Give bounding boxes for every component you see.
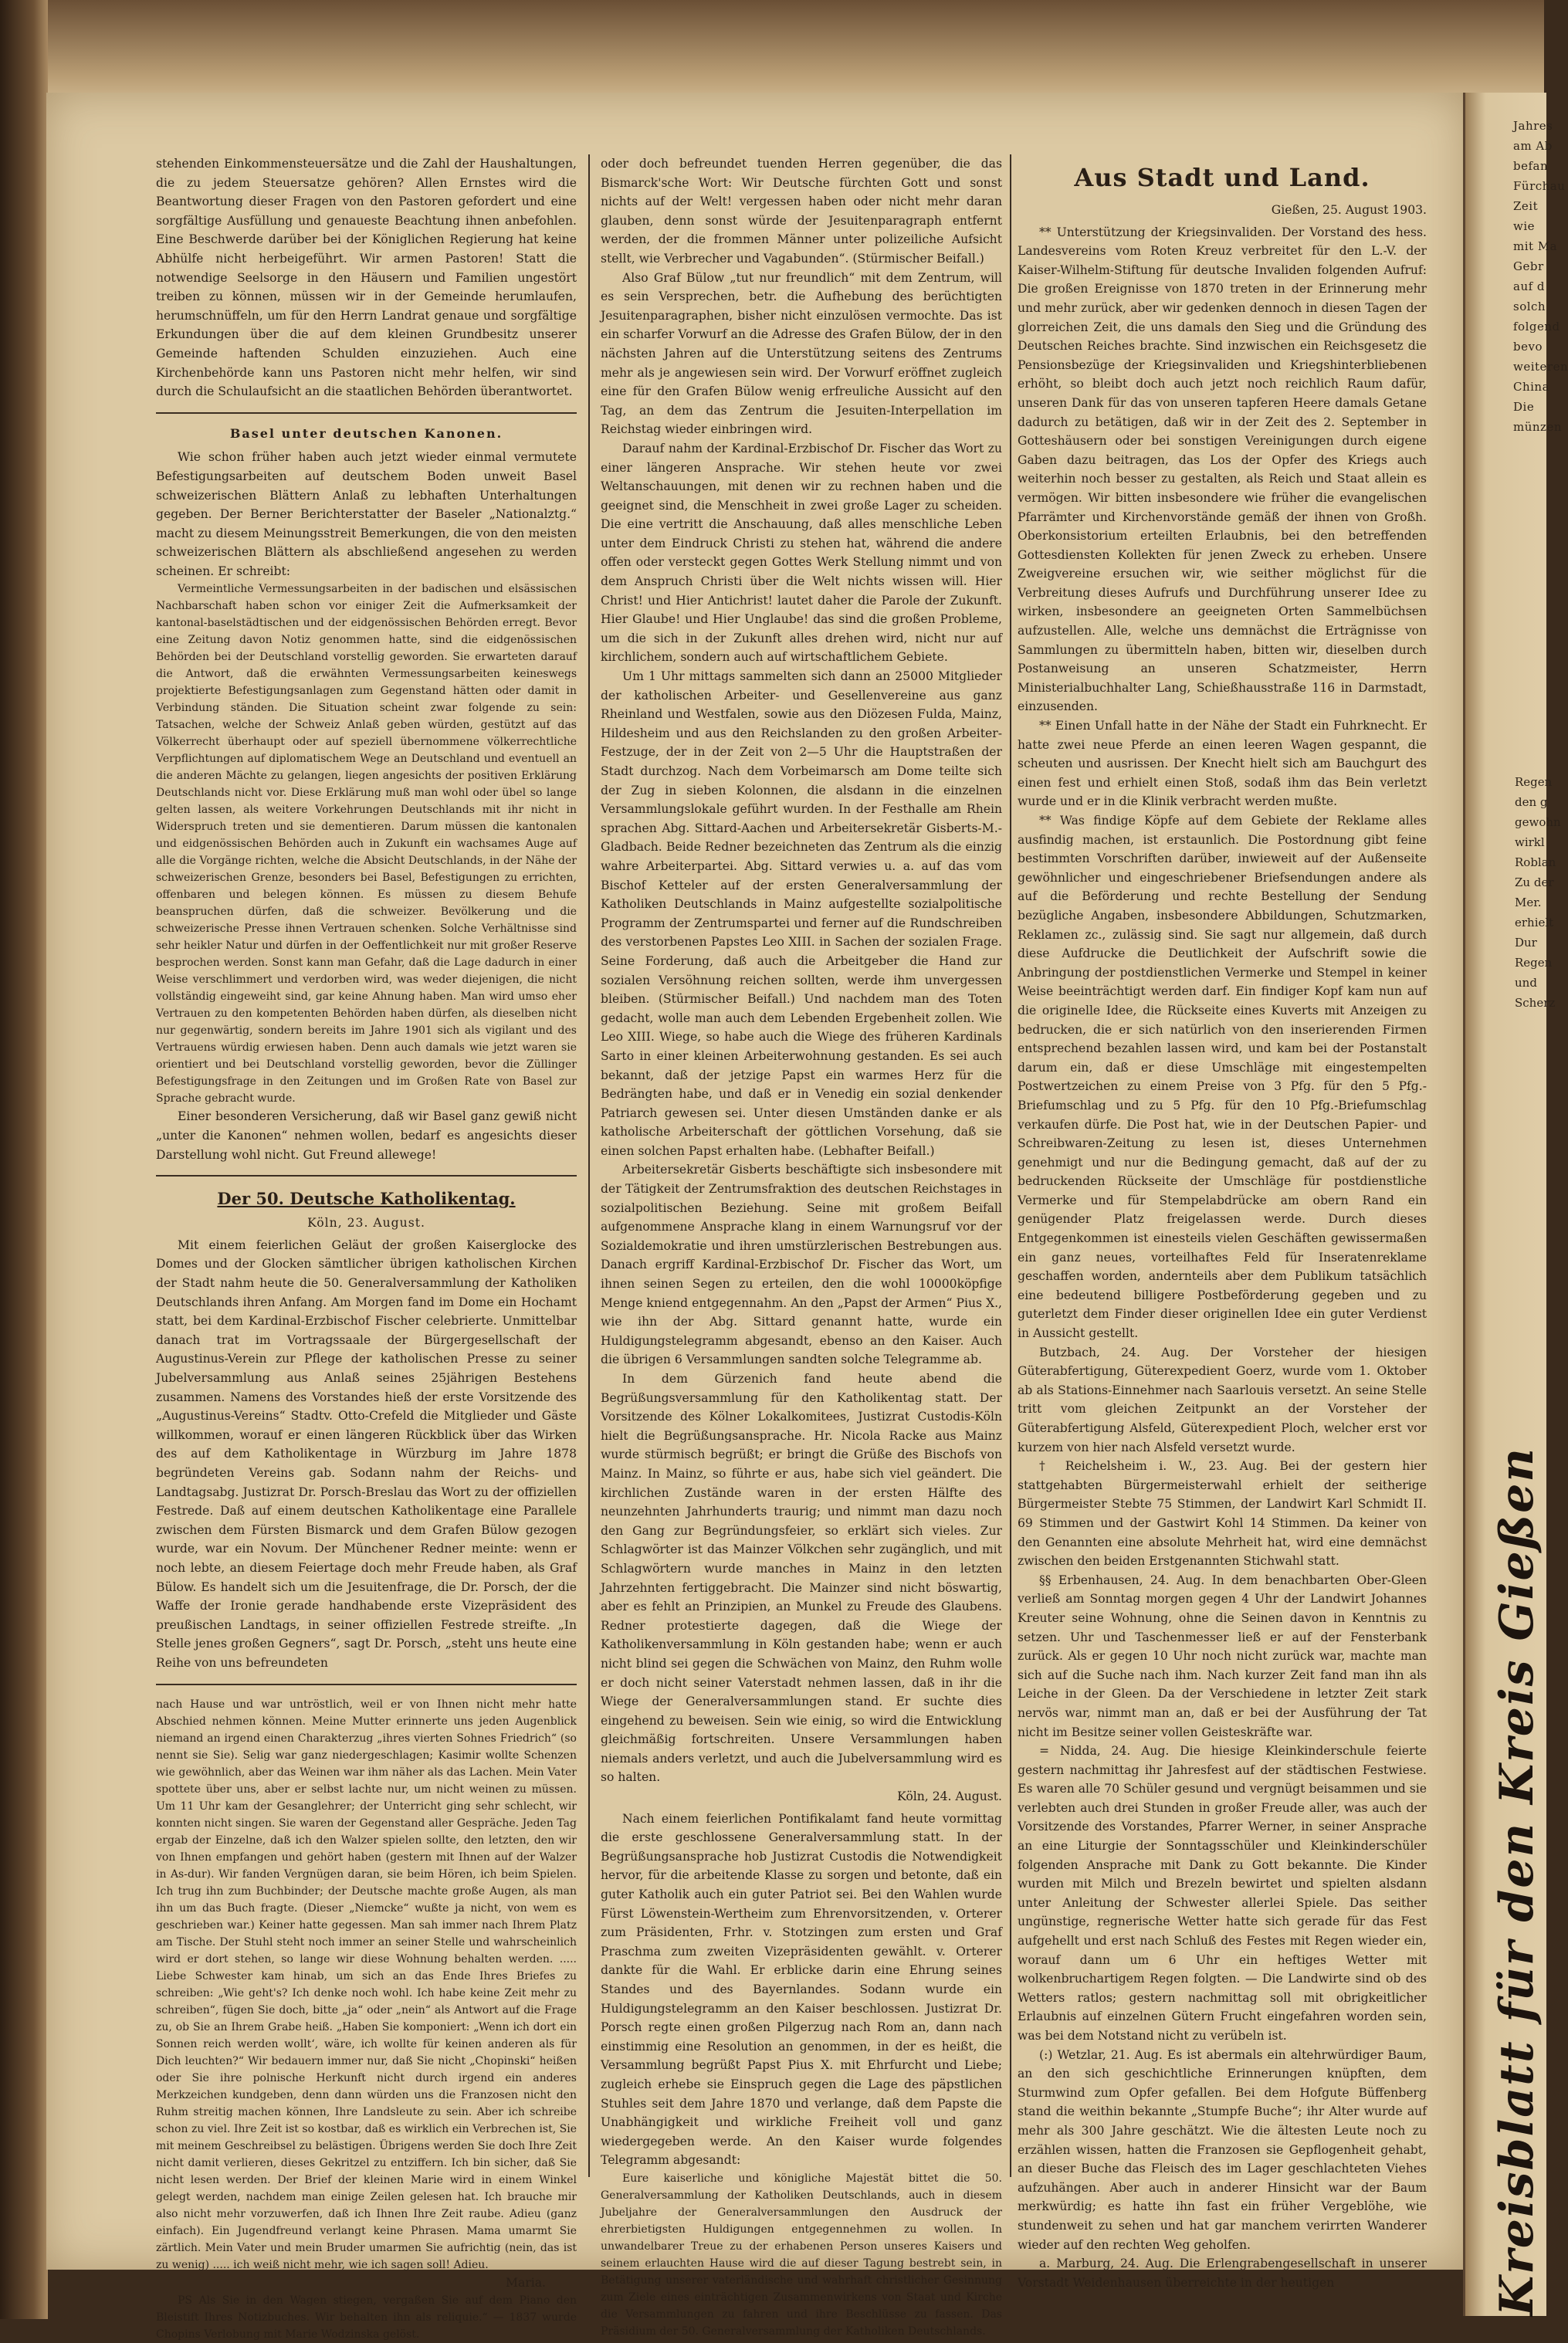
- katholikentag-paragraph: oder doch befreundet tuenden Herren gegenüber, die das Bismarck'sche Wort: Wir Deutsche fürchten Gott und sonst nichts auf der Welt! vergessen haben oder nicht mehr daran glauben, denn sonst würde der Jesuitenparagraph entfernt werden, der die frommen Männer unter polizeiliche Aufsicht stellt, wie Verbrecher und Vagabunden“. (Stürmischer Beifall.): [601, 157, 1002, 266]
- basel-heading: Basel unter deutschen Kanonen.: [229, 425, 503, 441]
- basel-paragraph: Einer besonderen Versicherung, daß wir Basel ganz gewiß nicht „unter die Kanonen“ nehmen wollen, bedarf es angesichts dieser Darstellung wohl nicht. Gut Freund allewege!: [156, 1109, 577, 1162]
- katholikentag-paragraph: In dem Gürzenich fand heute abend die Begrüßungsversammlung für den Katholikentag statt. Der Vorsitzende des Kölner Lokalkomitees, Justizrat Custodis-Köln hielt die Begrüßungsansprache. Hr. Nicola Racke aus Mainz wurde stürmisch begrüßt; er bringt die Grüße des Bischofs von Mainz. In Mainz, so führte er aus, habe sich viel geändert. Die kirchlichen Zustände waren in der ersten Hälfte des neunzehnten Jahrhunderts traurig; und nimmt man dazu noch den Gang zur Begründungsfeier, so erklärt sich vieles. Zur Schlagwörter ist das Mainzer Völkchen sehr zugänglich, und mit Schlagwörtern wurde manches in Mainz in den letzten Jahrzehnten fertiggebracht. Die Mainzer sind nicht böswartig, aber es fehlt an Prinzipien, an Munkel zu Freude des Glaubens. Redner protestierte dagegen, daß die Wiege der Katholikenversammlung in Köln gestanden habe; wenn er auch nicht blind sei gegen die Schwächen von Mainz, den Ruhm wolle er doch nicht seiner Vaterstadt nehmen lassen, daß in ihr die Wiege der Generalversammlungen stand. Er suchte dies eingehend zu beweisen. Sein wie einig, so wird die Entwicklung gleichmäßig fortschreiten. Unsere Versammlungen haben niemals anders verletzt, und auch die Jubelversammlung wird es so halten.: [601, 1372, 1002, 1785]
- katholikentag-paragraph: Nach einem feierlichen Pontifikalamt fand heute vormittag die erste geschlossene Generalversammlung statt. In der Begrüßungsansprache hob Justizrat Custodis die Notwendigkeit hervor, für die arbeitende Klasse zu sorgen und betonte, daß ein guter Katholik auch ein guter Patriot sei. Bei den Wahlen wurde Fürst Löwenstein-Wertheim zum Ehrenvorsitzenden, v. Orterer zum Präsidenten, Frhr. v. Stotzingen zum ersten und Graf Praschma zum zweiten Vizepräsidenten gewählt. v. Orterer dankte für die Wahl. Er erblicke darin eine Ehrung seines Standes und des Bayernlandes. Sodann wurde ein Huldigungstelegramm an den Kaiser beschlossen. Justizrat Dr. Porsch regte einen großen Pilgerzug nach Rom an, dann nach einstimmig eine Resolution an genommen, in der es heißt, die Versammlung begrüßt Papst Pius X. mit Ehrfurcht und Liebe; zugleich erhebe sie Einspruch gegen die Lage des päpstlichen Stuhles seit dem Jahre 1870 und verlange, daß dem Papste die Unabhängigkeit und wirkliche Freiheit voll und ganz wiedergegeben werde. An den Kaiser wurde folgendes Telegramm abgesandt:: [601, 1811, 1002, 2168]
- dateline: Köln, 24. August.: [897, 1789, 1002, 1804]
- local-news-item: ** Einen Unfall hatte in der Nähe der Stadt ein Fuhrknecht. Er hatte zwei neue Pferde an einen leeren Wagen gespannt, die scheuten und ausrissen. Der Knecht hielt sich am Bauchgurt des einen fest und erhielt einen Stoß, sodaß ihm das Bein verletzt wurde und er in die Klinik verbracht werden mußte.: [1018, 719, 1427, 809]
- column-2: [601, 154, 1002, 2338]
- local-news-item: (:) Wetzlar, 21. Aug. Es ist abermals ein altehrwürdiger Baum, an den sich geschichtliche Erinnerungen knüpften, dem Sturmwind zum Opfer gefallen. Bei dem Hofgute Büffenberg stand die weithin bekannte „Stumpfe Buche“; ihr Alter wurde auf mehr als 300 Jahre geschätzt. Wie die ältesten Leute noch zu erzählen wissen, hatten die Franzosen sie Gepflogenheit gehabt, an dieser Buche das Fleisch des im Lager geschlachteten Viehes aufzuhängen. Aber auch in anderer Hinsicht war der Baum merkwürdig; es hatte ihn fast ein früher Vergeblöhe, wie stundenweit zu sehen und hat gar manchem verirrten Wanderer wieder auf den rechten Weg geholfen.: [1018, 2047, 1427, 2252]
- local-news-item: † Reichelsheim i. W., 23. Aug. Bei der gestern hier stattgehabten Bürgermeisterwahl erhielt der seitherige Bürgermeister Stebte 75 Stimmen, der Landwirt Karl Schmidt II. 69 Stimmen und der Gastwirt Kohl 14 Stimmen. Da keiner von den Genannten eine absolute Mehrheit hat, wird eine demnächst zwischen den beiden Erstgenannten Stichwahl statt.: [1018, 1459, 1427, 1569]
- column-3: [1018, 154, 1427, 2290]
- basel-quote: Vermeintliche Vermessungsarbeiten in der badischen und elsässischen Nachbarschaft haben schon vor einiger Zeit die Aufmerksamkeit der kantonal-baselstädtischen und der eidgenössischen Behörden erregt. Bevor eine Zeitung davon Notiz genommen hatte, sind die eidgenössischen Behörden bei der Deutschland vorstellig geworden. Sie erwarteten darauf die Antwort, daß die erwähnten Vermessungsarbeiten keineswegs projektierte Befestigungsanlagen zum Gegenstand hätten oder damit in Verbindung ständen. Die Situation scheint zwar folgende zu sein: Tatsachen, welche der Schweiz Anlaß geben würden, gestützt auf das Völkerrecht überhaupt oder auf speziell übernommene völkerrechtliche Verpflichtungen auf diplomatischem Wege an Deutschland und eventuell an die anderen Mächte zu gelangen, liegen angesichts der positiven Erklärung Deutschlands nicht vor. Diese Erklärung muß man wohl oder übel so lange gelten lassen, als weitere Vorkehrungen Deutschlands mit ihr nicht in Widerspruch treten und sie dementieren. Darum müssen die kantonalen und eidgenössischen Behörden auch in Zukunft ein wachsames Auge auf alle die Vorgänge richten, welche die Absicht Deutschlands, in der Nähe der schweizerischen Grenze, besonders bei Basel, Befestigungen zu errichten, offenbaren und belegen können. Es müssen zu diesem Behufe beanspruchen dürfen, daß die schweizer. Bevölkerung und die schweizerische Presse ihnen Vertrauen schenken. Solche Verhältnisse sind sehr heikler Natur und dürfen in der Oeffentlichkeit nur mit großer Reserve besprochen werden. Sonst kann man Gefahr, daß die Lage dadurch in einer Weise verschlimmert und verdorben wird, was weder diejenigen, die nicht vollständig eingeweiht sind, gar keine Ahnung haben. Man wird umso eher Vertrauen zu den kompetenten Behörden haben dürfen, als dieselben nicht nur gegenwärtig, sondern bereits im Jahre 1901 sich als vigilant und des Vertrauens würdig erwiesen haben. Denn auch damals wie jetzt waren sie orientiert und bei Deutschland vorstellig geworden, bevor die Züllinger Befestigungsfrage in den Zeitungen und im Großen Rate von Basel zur Sprache gebracht wurde.: [156, 583, 577, 1105]
- local-news-item: Butzbach, 24. Aug. Der Vorsteher der hiesigen Güterabfertigung, Güterexpedient Goerz, wurde vom 1. Oktober ab als Stations-Einnehmer nach Saarlouis versetzt. An seine Stelle tritt vom gleichen Zeitpunkt an der Vorsteher der Güterabfertigung Alsfeld, Güterexpedient Ploch, welcher erst vor kurzem von hier nach Alsfeld versetzt wurde.: [1018, 1345, 1427, 1454]
- katholikentag-dateline: Köln, 23. August.: [307, 1216, 425, 1231]
- column-divider: [588, 154, 590, 2177]
- feuilleton-signature: Maria.: [506, 2275, 546, 2290]
- local-news-item: ** Was findige Köpfe auf dem Gebiete der Reklame alles ausfindig machen, ist erstaunlich. Die Postordnung gibt feine bestimmten Vorschriften darüber, inwieweit auf der Außenseite gewöhnlicher und eingeschriebener Briefsendungen andere als auf die Beförderung und rechte Bestellung der Sendung bezügliche Angaben, insbesondere Abbildungen, Schutzmarken, Reklamen zc., zulässig sind. Sie sagt nur allgemein, daß durch diese Aufdrucke die Deutlichkeit der Aufschrift sowie die Anbringung der postdienstlichen Vermerke und Stempel in keiner Weise beeinträchtigt werden darf. Ein findiger Kopf kam nun auf die originelle Idee, die Rückseite eines Kuverts mit Anzeigen zu bedrucken, die er sich natürlich von den inserierenden Firmen entsprechend bezahlen lassen wird, und kam bei der Postanstalt darum ein, daß er diese Umschläge mit eingestempelten Postwertzeichen zu einem Preise von 3 Pfg. für den 5 Pfg.-Briefumschlag und zu 5 Pfg. für den 10 Pfg.-Briefumschlag verkaufen dürfe. Die Post hat, wie in der Deutschen Papier- und Schreibwaren-Zeitung zu lesen ist, dieses Unternehmen genehmigt und nur die Bedingung gemacht, daß auf der zu bedruckenden Rückseite der Umschläge für postdienstliche Vermerke und für Stempelabdrücke am obern Rand ein genügender Platz freigelassen werde. Durch dieses Entgegenkommen ist einesteils vielen Geschäften gewissermaßen ein ganz neues, vorteilhaftes Feld für Inseratenreklame geschaffen worden, andernteils aber dem Publikum tatsächlich eine bedeutend billigere Postbeförderung gegeben und zu guterletzt dem Finder dieser originellen Idee ein guter Verdienst in Aussicht gestellt.: [1018, 814, 1427, 1341]
- katholikentag-paragraph: Um 1 Uhr mittags sammelten sich dann an 25000 Mitglieder der katholischen Arbeiter- und Gesellenvereine aus ganz Rheinland und Westfalen, sowie aus den Diözesen Fulda, Mainz, Hildesheim und aus den Reichslanden zu den großen Arbeiter-Festzuge, der in der Zeit von 2—5 Uhr die Hauptstraßen der Stadt durchzog. Nach dem Vorbeimarsch am Dome teilte sich der Zug in sieben Kolonnen, die alsdann in die einzelnen Versammlungslokale geführt wurden. In der Festhalle am Rhein sprachen Abg. Sittard-Aachen und Arbeitersekretär Gisberts-M.-Gladbach. Beide Redner bezeichneten das Zentrum als die einzig wahre Arbeiterpartei. Abg. Sittard verwies u. a. auf das vom Bischof Ketteler auf der ersten Generalversammlung der Katholiken Deutschlands in Mainz aufgestellte sozialpolitische Programm der Zentrumspartei und ferner auf die Rundschreiben des verstorbenen Papstes Leo XIII. in Sachen der sozialen Frage. Seine Forderung, daß auch die Arbeitgeber die Hand zur sozialen Versöhnung reichen sollten, werde ihm unvergessen bleiben. (Stürmischer Beifall.) Und nachdem man des Toten gedacht, wolle man auch dem Lebenden Ergebenheit zollen. Wie Leo XIII. Wiege, so habe auch die Wiege des früheren Kardinals Sarto in einer kleinen Arbeiterwohnung gestanden. Es sei auch bekannt, daß der jetzige Papst ein warmes Herz für die Bedrängten habe, und daß er in Venedig ein sozial denkender Patriarch gewesen sei. Unter diesen Umständen danke er als katholische Arbeiterschaft der göttlichen Vorsehung, daß sie einen solchen Papst erhalten habe. (Lebhafter Beifall.): [601, 669, 1002, 1158]
- katholikentag-heading: Der 50. Deutsche Katholikentag.: [217, 1189, 516, 1209]
- section-rule: [156, 412, 577, 414]
- local-news-item: §§ Erbenhausen, 24. Aug. In dem benachbarten Ober-Gleen verließ am Sonntag morgen gegen 4 Uhr der Landwirt Johannes Kreuter seine Wohnung, ohne die Seinen davon in Kenntnis zu setzen. Uhr und Taschenmesser ließ er auf der Fensterbank zurück. Als er gegen 10 Uhr noch nicht zurück war, machte man sich auf die Suche nach ihm. Nach kurzer Zeit fand man ihn als Leiche in der Gleen. Da der Verschiedene in letzter Zeit stark nervös war, nimmt man an, daß er bei der Ausführung der Tat nicht im Besitze seiner vollen Geisteskräfte war.: [1018, 1573, 1427, 1739]
- feuilleton-rule: [156, 1684, 577, 1685]
- local-news-item: = Nidda, 24. Aug. Die hiesige Kleinkinderschule feierte gestern nachmittag ihr Jahresfest auf der städtischen Festwiese. Es waren alle 70 Schüler gesund und vergnügt beisammen und sie verlebten auch drei Stunden in großer Freude aller, was auch der Vorsitzende des Vorstandes, Pfarrer Werner, in seiner Ansprache an eine Liturgie der Sonntagsschüler und Kleinkinderschüler folgenden Ansprache mit Dank zu Gott bekannte. Die Kinder wurden mit Milch und Brezeln bewirtet und spielten alsdann unter Anleitung der Schwester allerlei Spiele. Das seither ungünstige, regnerische Wetter hatte sich gerade für das Fest aufgehellt und erst nach Schluß des Festes mit Regen wieder ein, worauf dann um 6 Uhr ein heftiges Wetter mit wolkenbruchartigem Regen folgten. — Die Landwirte sind ob des Wetters ratlos; gestern nachmittag soll mit obrigkeitlicher Erlaubnis auf einzelnen Gütern Frucht eingefahren worden sein, was bei dem Notstand nicht zu verübeln ist.: [1018, 1744, 1427, 2043]
- masthead-title: Kreisblatt für den Kreis Gießen: [1490, 1446, 1544, 2316]
- adjacent-page-text: Regen den g gewohn wirkl Roblan Zu der Mer. erhielt Dur Regen und Scherz: [1515, 775, 1561, 1010]
- telegram-text: Eure kaiserliche und königliche Majestät bittet die 50. Generalversammlung der Katholiken Deutschlands, auch in diesem Jubeljahre der Generalversammlungen den Ausdruck der ehrerbietigsten Huldigungen entgegennehmen zu wollen. In unwandelbarer Treue zu der erhabenen Person unseres Kaisers und seinem erlauchten Hause wird die auf dieser Tagung bestrebt sein, in Betätigung unserer vaterländische und wahrhaft christlicher Gesinnung zum Ziele eines einträchtigen Zusammenwirkens von Staat und Kirche die Versammlungen zu fahren und ihre Beschlüsse zu fassen. Das Präsidium der 50. Generalversammlung der Katholiken Deutschlands.: [601, 2172, 1002, 2338]
- scan-top-margin: [48, 0, 1544, 108]
- column-divider: [1010, 154, 1011, 2177]
- feuilleton-text: nach Hause und war untröstlich, weil er von Ihnen nicht mehr hatte Abschied nehmen können. Meine Mutter erinnerte uns jeden Augenblick niemand an irgend einen Charakterzug „ihres vierten Sohnes Friedrich“ (so nennt sie Sie). Selig war ganz niedergeschlagen; Kasimir wollte Schenzen wie gewöhnlich, aber das Weinen war ihm näher als das Lachen. Mein Vater spottete über uns, aber er selbst lachte nur, um nicht weinen zu müssen. Um 11 Uhr kam der Gesanglehrer; der Unterricht ging sehr schlecht, wir konnten nicht singen. Sie waren der Gegenstand aller Gespräche. Jeden Tag ergab der Einzelne, daß ich den Walzer spielen sollte, den letzten, den wir von Ihnen empfangen und gehört haben (gestern mit Ihnen auf der Walzer in As-dur). Wir fanden Vergnügen daran, sie beim Hören, ich beim Spielen. Ich trug ihn zum Buchbinder; der Deutsche machte große Augen, als man ihn um das Buch fragte. (Dieser „Niemcke“ wußte ja nicht, von wem es geschrieben war.) Keiner hatte gegessen. Man sah immer nach Ihrem Platz am Tische. Der Stuhl steht noch immer an seiner Stelle und wahrscheinlich wird er dort stehen, so lange wir diese Wohnung behalten werden. ..... Liebe Schwester kam hinab, um sich an das Ende Ihres Briefes zu schreiben: „Wie geht's? Ich denke noch wohl. Ich habe keine Zeit mehr zu schreiben“, fügen Sie doch, bitte „ja“ oder „nein“ als Antwort auf die Frage zu, ob Sie an Ihrem Grabe heiß. „Haben Sie komponiert: „Wenn ich dort ein Sonnen reich werden wollt‘, wäre, ich wollte für keinen anderen als für Dich leuchten?“ Wir bedauern immer nur, daß Sie nicht „Chopinski“ heißen oder Sie ihre polnische Herkunft nicht durch irgend ein anderes Merkzeichen kundgeben, denn dann würden uns die Franzosen nicht den Ruhm streitig machen können, Ihre Landsleute zu sein. Aber ich schreibe schon zu viel. Ihre Zeit ist so kostbar, daß es wirklich ein Verbrechen ist, Sie mit meinem Geschreibsel zu belästigen. Übrigens werden Sie doch Ihre Zeit nicht damit verlieren, dieses Gekritzel zu entziffern. Ich bin sicher, daß Sie nicht lesen werden. Der Brief der kleinen Marie wird in einem Winkel gelegt werden, nachdem man einige Zeilen gelesen hat. Ich brauche mir also nicht mehr vorzuwerfen, daß ich Ihnen Ihre Zeit raube. Adieu (ganz einfach). Ein Jugendfreund verlangt keine Phrasen. Mama umarmt Sie zärtlich. Mein Vater und mein Bruder umarmen Sie aufrichtig (nein, das ist zu wenig) ..... ich weiß nicht mehr, wie ich sagen soll! Adieu.: [156, 1698, 577, 2271]
- dateline: Gießen, 25. August 1903.: [1271, 203, 1427, 217]
- katholikentag-paragraph: Arbeitersekretär Gisberts beschäftigte sich insbesondere mit der Tätigkeit der Zentrumsfraktion des deutschen Reichstages in sozialpolitischen Beziehung. Seine mit großem Beifall aufgenommene Ansprache klang in einem Warnungsruf vor der Sozialdemokratie und ihren umstürzlerischen Bestrebungen aus. Danach ergriff Kardinal-Erzbischof Dr. Fischer das Wort, um ihnen seinen Segen zu erteilen, den die wohl 10000köpfige Menge kniend entgegennahm. An den „Papst der Armen“ Pius X., wie ihn der Abg. Sittard genannt hatte, wurde ein Huldigungstelegramm abgesandt, ebenso an den Kaiser. Auch die übrigen 6 Versammlungen sandten solche Telegramme ab.: [601, 1163, 1002, 1367]
- column-1: [156, 154, 577, 2341]
- section-rule: [156, 1175, 577, 1177]
- katholikentag-paragraph: Darauf nahm der Kardinal-Erzbischof Dr. Fischer das Wort zu einer längeren Ansprache. Wir stehen heute vor zwei Weltanschauungen, mit denen wir zu rechnen haben und die geeignet sind, die Menschheit in zwei große Lager zu scheiden. Die eine vertritt die Anschauung, daß alles menschliche Leben unter dem Eindruck Christi zu stehen hat, während die andere offen oder versteckt gegen Gottes Werk Stellung nimmt und von dem Anspruch Christi über die Welt nichts wissen will. Hier Christ! und Hier Antichrist! lautet daher die Parole der Zukunft. Hier Glaube! und Hier Unglaube! das sind die großen Probleme, um die sich in der Zukunft alles drehen wird, nicht nur auf kirchlichem, sondern auch auf wirtschaftlichem Gebiete.: [601, 441, 1002, 665]
- section-heading: Aus Stadt und Land.: [1074, 163, 1370, 192]
- adjacent-page-text: Jahres am befan Fürchau Zeit wie mit Ma Gebr auf d solch folgend bevo weiteren China Die münzen: [1513, 119, 1568, 434]
- katholikentag-paragraph: Mit einem feierlichen Geläut der großen Kaiserglocke des Domes und der Glocken sämtlicher übrigen katholischen Kirchen der Stadt nahm heute die 50. Generalversammlung der Katholiken Deutschlands ihren Anfang. Am Morgen fand im Dome ein Hochamt statt, bei dem Kardinal-Erzbischof Fischer celebrierte. Unmittelbar danach trat im Vortragssaale der Bürgergesellschaft der Augustinus-Verein zur Pflege der katholischen Presse zu seiner Jubelversammlung aus Anlaß seines 25jährigen Bestehens zusammen. Namens des Vorstandes hieß der erste Vorsitzende des „Augustinus-Vereins“ Stadtv. Otto-Crefeld die Mitglieder und Gäste willkommen, worauf er einen längeren Rückblick über das Wirken des auf dem Katholikentage in Würzburg im Jahre 1878 begründeten Vereins gab. Sodann nahm der Reichs- und Landtagsabg. Justizrat Dr. Porsch-Breslau das Wort zu der offiziellen Festrede. Daß auf einem deutschen Katholikentage eine Parallele zwischen dem Fürsten Bismarck und dem Grafen Bülow gezogen wurde, war ein Novum. Der Münchener Redner meinte: wenn er noch lebte, an diesem Feiertage doch mehr Freude haben, als Graf Bülow. Es handelt sich um die Jesuitenfrage, die Dr. Porsch, der die Waffe der Ironie gerade handhabende erste Vizepräsident des preußischen Landtags, in seiner offiziellen Festrede streifte. „In Stelle jenes großen Gegners“, sagt Dr. Porsch, „steht uns heute eine Reihe von uns befreundeten: [156, 1238, 577, 1670]
- scan-binding-shadow: [0, 0, 48, 2319]
- katholikentag-paragraph: Also Graf Bülow „tut nur freundlich“ mit dem Zentrum, will es sein Versprechen, betr. die Aufhebung des berüchtigten Jesuitenparagraphen, bisher nicht einzulösen vermochte. Das ist ein scharfer Vorwurf an die Adresse des Grafen Bülow, der in den nächsten Jahren auf die Unterstützung seitens des Zentrums mehr als je angewiesen sein wird. Der Vorwurf eröffnet zugleich eine für den Grafen Bülow wenig erfreuliche Aussicht auf den Tag, an dem das Zentrum die Jesuiten-Interpellation im Reichstag wieder einbringen wird.: [601, 270, 1002, 437]
- article-continuation: stehenden Einkommensteuersätze und die Zahl der Haushaltungen, die zu jedem Steuersatze gehören? Allen Ernstes wird die Beantwortung dieser Fragen von den Pastoren gefordert und eine sorgfältige Ausfüllung und genaueste Beachtung ihnen anbefohlen. Eine Beschwerde darüber bei der Königlichen Regierung hat keine Abhülfe nicht herbeigeführt. Wir armen Pastoren! Statt die notwendige Seelsorge in den Häusern und Familien ungestört treiben zu können, müssen wir in der Gemeinde herumlaufen, herumschnüffeln, um für den Herrn Landrat genaue und sorgfältige Erkundungen über die auf dem kleinen Grundbesitz unserer Gemeinde haftenden Schulden einzuziehen. Auch eine Kirchenbehörde kann uns Pastoren nicht mehr helfen, wir sind durch die Schulaufsicht an die staatlichen Behörden überantwortet.: [156, 157, 577, 399]
- feuilleton-postscript: PS Als Sie in den Wagen stiegen, vergaßen Sie auf dem Piano den Bleistift Ihres Notizbuches. Wir behalten ihn als reliquie.“ — 1837 wurde Chopins Verlobung mit Marie Wodzinska gelöst.: [156, 2294, 577, 2341]
- local-news-item: a. Marburg, 24. Aug. Die Erlengrabengesellschaft in unserer Vorstadt Weidenhausen überreichte in der heutigen: [1018, 2257, 1427, 2290]
- local-news-item: ** Unterstützung der Kriegsinvaliden. Der Vorstand des hess. Landesvereins vom Roten Kreuz verbreitet für den L.-V. der Kaiser-Wilhelm-Stiftung für deutsche Invaliden folgenden Aufruf: Die großen Ereignisse von 1870 treten in der Erinnerung mehr und mehr zurück, aber wir gedenken dennoch in diesen Tagen der glorreichen Zeit, die uns damals den Sieg und die Gründung des Deutschen Reiches brachte. Sind inzwischen ein Reichsgesetz die Pensionsbezüge der Kriegsinvaliden und Kriegshinterbliebenen erhöht, so bleibt doch auch jetzt noch reichlich Raum dafür, unseren Dank für das von unseren tapferen Heere damals Getane dadurch zu betätigen, daß wir in der Zeit des 2. September in Gotteshäusern oder bei sonstigen Vereinigungen durch eigene Gaben dazu beitragen, das Los der Opfer des Kriegs auch weiterhin noch besser zu gestalten, als Reich und Staat allein es vermögen. Wir bitten insbesondere wie früher die evangelischen Pfarrämter und Kirchenvorstände gemäß der ihnen von Großh. Oberkonsistorium erteilten Erlaubnis, bei den betreffenden Gottesdiensten Kollekten für jenen Zweck zu erheben. Unsere Zweigvereine ersuchen wir, wie seither möglichst für die Verbreitung dieses Aufrufs und Durchführung unserer Idee zu wirken, insbesondere an geeigneten Orten Sammelbüchsen aufzustellen. Alle, welche uns demnächst die Erträgnisse von Sammlungen zu übermitteln haben, bitten wir, dieselben durch Postanweisung an unseren Schatzmeister, Herrn Ministerialbuchhalter Lang, Schießhausstraße 116 in Darmstadt, einzusenden.: [1018, 225, 1427, 714]
- basel-paragraph: Wie schon früher haben auch jetzt wieder einmal vermutete Befestigungsarbeiten auf deutschem Boden unweit Basel schweizerischen Blättern Anlaß zu lebhaften Unterhaltungen gegeben. Der Berner Berichterstatter der Baseler „Nationalztg.“ macht zu diesem Meinungsstreit Bemerkungen, die von den meisten schweizerischen Blättern als abschließend angesehen zu werden scheinen. Er schreibt:: [156, 450, 577, 578]
